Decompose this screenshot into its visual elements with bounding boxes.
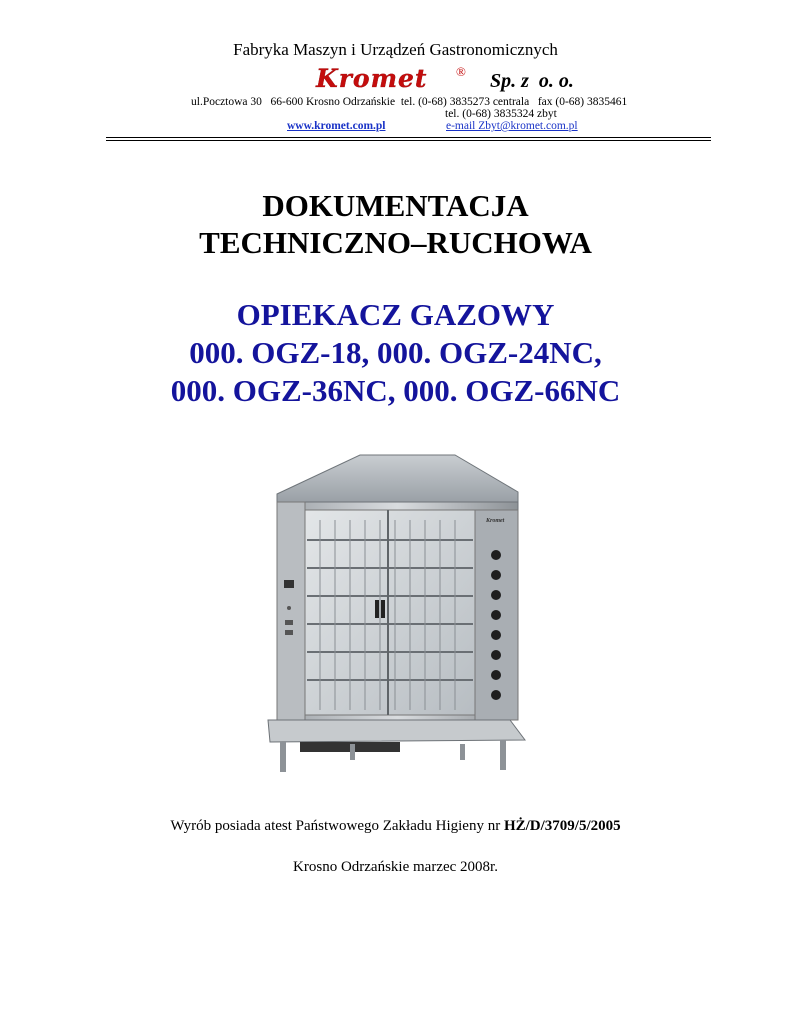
phone-line: tel. (0-68) 3835324 zbyt xyxy=(445,108,557,120)
attest-statement xyxy=(0,818,791,835)
website-link[interactable]: www.kromet.com.pl xyxy=(287,120,386,132)
document-title-line1: DOKUMENTACJA xyxy=(262,188,529,223)
address-line: ul.Pocztowa 30 66-600 Krosno Odrzańskie tel. (0-68) 3835273 centrala fax (0-68) 3835461 xyxy=(191,96,628,108)
header-divider-thin xyxy=(106,140,711,141)
product-models-line1: 000. OGZ-18, 000. OGZ-24NC, xyxy=(189,335,602,370)
company-name: Fabryka Maszyn i Urządzeń Gastronomicznych xyxy=(233,40,558,59)
rotisserie-oven-photo xyxy=(260,450,530,780)
legal-form: Sp. z o. o. xyxy=(490,70,574,92)
attest-text: Wyrób posiada atest Państwowego Zakładu Higieny nr xyxy=(170,818,504,834)
header-divider xyxy=(106,137,711,138)
email-link[interactable]: e-mail Zbyt@kromet.com.pl xyxy=(446,120,578,132)
place-date: Krosno Odrzańskie marzec 2008r. xyxy=(293,859,498,875)
registered-mark: ® xyxy=(456,64,466,79)
product-models-line2: 000. OGZ-36NC, 000. OGZ-66NC xyxy=(170,373,621,408)
photo-brand-label: Kromet xyxy=(486,518,505,524)
attest-number: HŻ/D/3709/5/2005 xyxy=(503,818,621,834)
brand-logo: Kromet xyxy=(316,64,428,93)
product-name: OPIEKACZ GAZOWY xyxy=(236,297,555,332)
document-title-line2: TECHNICZNO–RUCHOWA xyxy=(199,225,592,260)
